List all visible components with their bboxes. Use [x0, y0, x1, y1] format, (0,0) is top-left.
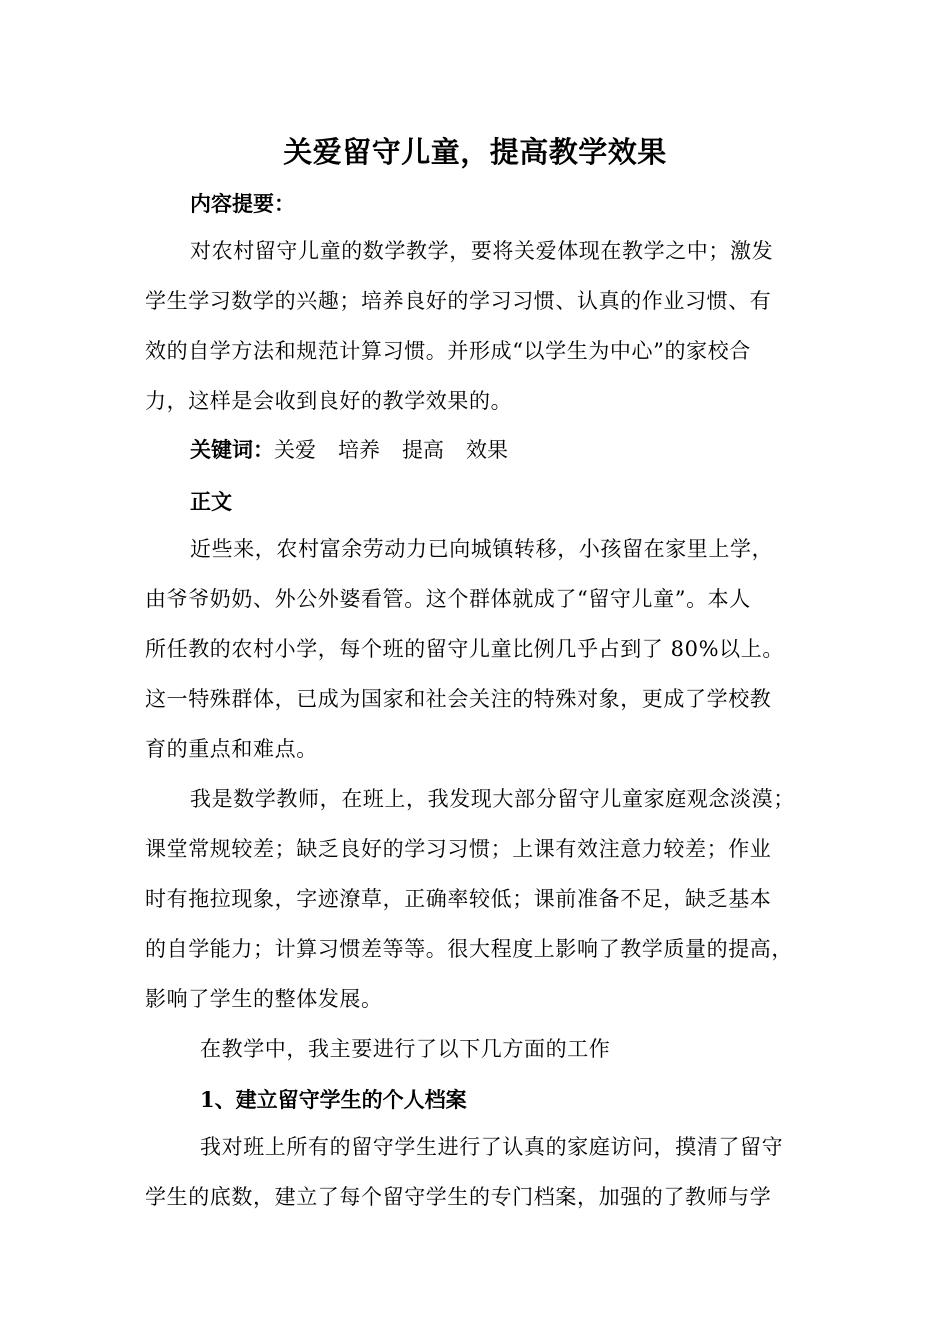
- paragraph-line: 的自学能力；计算习惯差等等。很大程度上影响了教学质量的提高，: [145, 937, 793, 961]
- body-label: 正文: [190, 489, 232, 514]
- abstract-paragraph: [145, 226, 825, 426]
- keyword: 效果: [466, 438, 508, 462]
- paragraph-line: 我是数学教师，在班上，我发现大部分留守儿童家庭观念淡漠；: [190, 787, 795, 811]
- body-paragraph-2: [145, 774, 825, 1024]
- body-paragraph-4: [145, 1122, 825, 1222]
- paragraph-line: 在教学中，我主要进行了以下几方面的工作: [200, 1037, 611, 1061]
- body-paragraph-3: [145, 1024, 825, 1074]
- abstract-line: 学生学习数学的兴趣；培养良好的学习习惯、认真的作业习惯、有: [145, 289, 772, 313]
- paragraph-line: 由爷爷奶奶、外公外婆看管。这个群体就成了“留守儿童”。本人: [145, 587, 751, 611]
- paragraph-line: 近些来，农村富余劳动力已向城镇转移，小孩留在家里上学，: [190, 537, 774, 561]
- keyword: 提高: [402, 438, 444, 462]
- abstract-line: 力，这样是会收到良好的教学效果的。: [145, 389, 513, 413]
- abstract-line: 对农村留守儿童的数学教学，要将关爱体现在教学之中；激发: [190, 239, 774, 263]
- body-paragraph-1: [145, 524, 825, 774]
- keywords-label: 关键词：: [190, 437, 274, 462]
- document-title: 关爱留守儿童，提高教学效果: [283, 135, 667, 169]
- keyword: 培养: [338, 438, 380, 462]
- keyword: 关爱: [274, 438, 316, 462]
- abstract-label: 内容提要：: [190, 191, 295, 216]
- paragraph-line: 时有拖拉现象，字迹潦草，正确率较低；课前准备不足，缺乏基本: [145, 887, 772, 911]
- paragraph-line: 影响了学生的整体发展。: [145, 987, 383, 1011]
- paragraph-line: 学生的底数，建立了每个留守学生的专门档案，加强的了教师与学: [145, 1185, 772, 1209]
- paragraph-line: 育的重点和难点。: [145, 737, 318, 761]
- paragraph-line: 所任教的农村小学，每个班的留守儿童比例几乎占到了 80%以上。: [145, 637, 784, 661]
- paragraph-line: 课堂常规较差；缺乏良好的学习习惯；上课有效注意力较差；作业: [145, 837, 772, 861]
- abstract-line: 效的自学方法和规范计算习惯。并形成“以学生为中心”的家校合: [145, 339, 751, 363]
- paragraph-line: 这一特殊群体，已成为国家和社会关注的特殊对象，更成了学校教: [145, 687, 772, 711]
- paragraph-line: 我对班上所有的留守学生进行了认真的家庭访问，摸清了留守: [200, 1135, 784, 1159]
- section-heading-1: 1、建立留守学生的个人档案: [200, 1087, 467, 1112]
- keywords-row: [190, 434, 530, 464]
